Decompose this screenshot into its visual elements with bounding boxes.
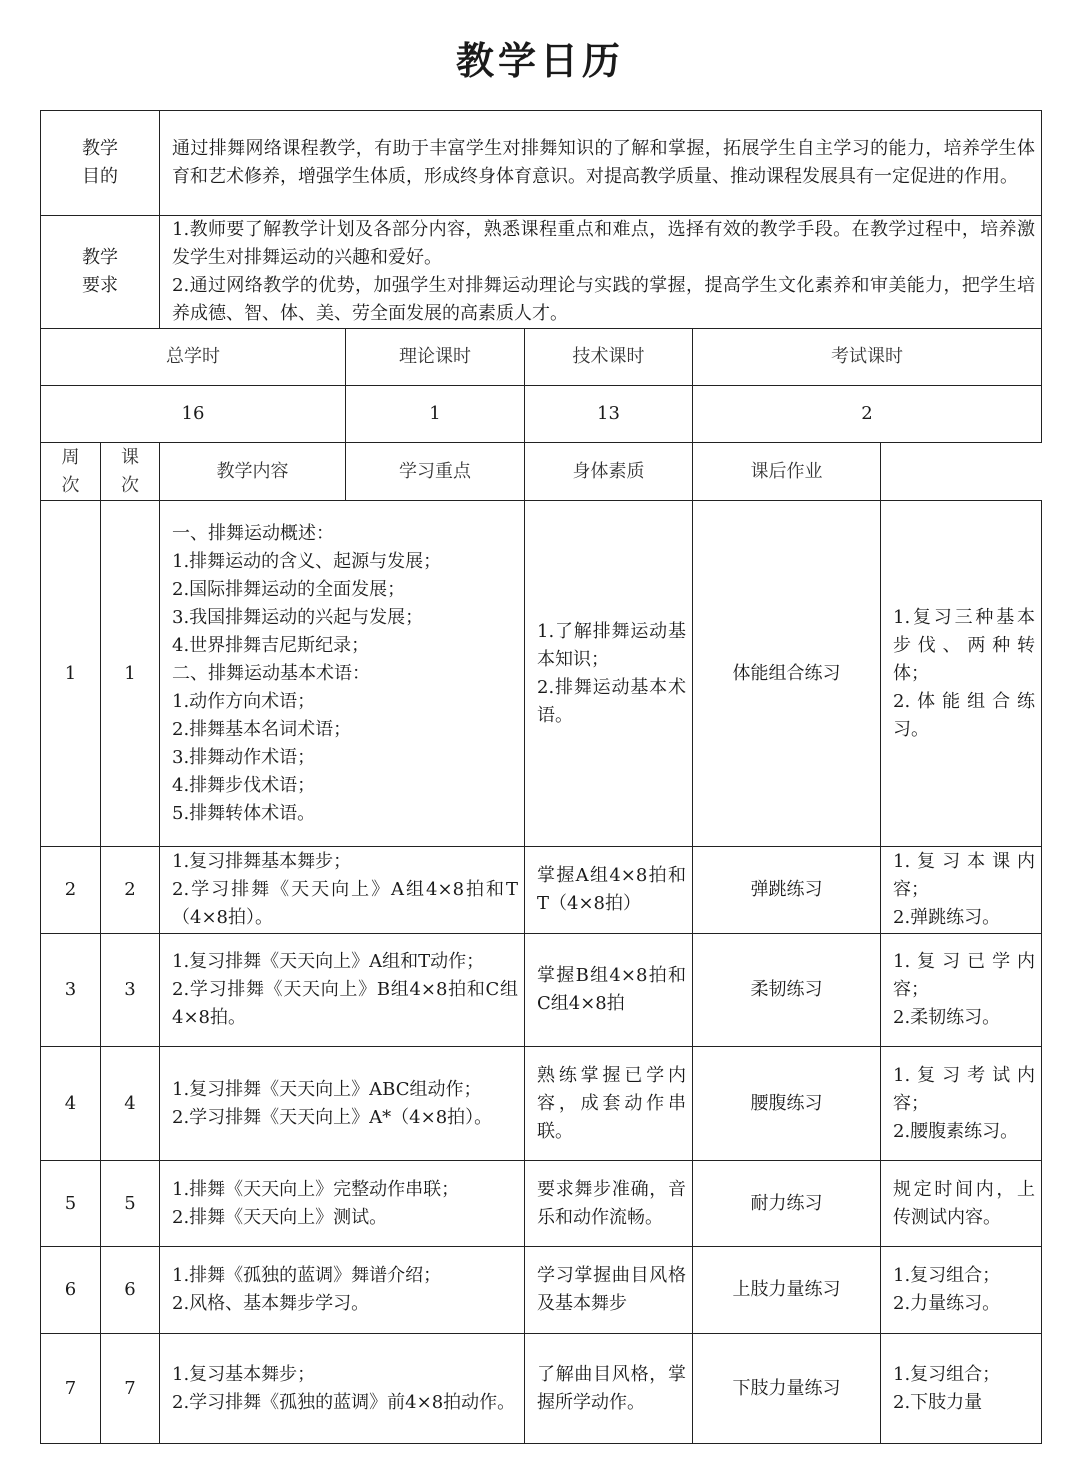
- hours-value-row: [41, 386, 1042, 443]
- focus-header: 学习重点: [346, 443, 525, 501]
- schedule-header-row: [41, 443, 1042, 501]
- homework-line: 规定时间内，上传测试内容。: [893, 1178, 1036, 1228]
- homework-cell: [881, 1161, 1042, 1247]
- content-line: 1.复习排舞《天天向上》A组和T动作；: [172, 951, 485, 972]
- focus-cell: [525, 847, 693, 934]
- week-header: [41, 443, 101, 501]
- focus-line: 了解曲目风格，掌握所学动作。: [537, 1363, 686, 1413]
- content-line: 2.国际排舞运动的全面发展；: [172, 578, 406, 600]
- homework-line: 1.复习组合；: [893, 1363, 1001, 1385]
- content-line: 2.排舞基本名词术语；: [172, 718, 352, 740]
- content-line: 2.学习排舞《天天向上》B组4×8拍和C组4×8拍。: [172, 979, 518, 1028]
- week-cell: 3: [41, 934, 101, 1047]
- content-line: 3.我国排舞运动的兴起与发展；: [172, 606, 424, 628]
- content-cell: [160, 847, 525, 934]
- fitness-cell: 体能组合练习: [693, 501, 881, 847]
- technique-hours-value: 13: [525, 386, 693, 443]
- requirement-line: 2.通过网络教学的优势，加强学生对排舞运动理论与实践的掌握，提高学生文化素养和审美能力，把学生培养成德、智、体、美、劳全面发展的高素质人才。: [172, 275, 1036, 324]
- content-line: 1.排舞《天天向上》完整动作串联；: [172, 1178, 460, 1200]
- content-line: 2.排舞《天天向上》测试。: [172, 1206, 388, 1228]
- objective-row: [41, 111, 1042, 216]
- content-line: 1.排舞运动的含义、起源与发展；: [172, 550, 442, 572]
- page-title: 教学日历: [455, 39, 624, 83]
- homework-line: 2.柔韧练习。: [893, 1007, 1001, 1028]
- homework-cell: [881, 1334, 1042, 1444]
- content-line: 4.世界排舞吉尼斯纪录；: [172, 634, 370, 656]
- content-cell: [160, 1334, 525, 1444]
- objective-label: [41, 111, 160, 216]
- requirement-text: [160, 216, 1042, 329]
- schedule-body: [41, 501, 1042, 1444]
- lesson-cell: 5: [101, 1161, 160, 1247]
- content-line: 1.复习排舞基本舞步；: [172, 851, 352, 872]
- requirement-label: [41, 216, 160, 329]
- exam-hours-value: 2: [693, 386, 1042, 443]
- content-line: 2.风格、基本舞步学习。: [172, 1293, 370, 1314]
- content-cell: [160, 1161, 525, 1247]
- lesson-header-text: 课 次: [121, 446, 139, 496]
- homework-line: 1.复习三种基本步伐、两种转体；: [893, 606, 1036, 684]
- content-line: 1.动作方向术语；: [172, 690, 316, 712]
- content-line: 一、排舞运动概述：: [172, 522, 334, 544]
- technique-hours-header: 技术课时: [525, 329, 693, 386]
- teaching-calendar-table: [40, 110, 1042, 1444]
- focus-line: 2.排舞运动基本术语。: [537, 676, 686, 726]
- fitness-cell: 下肢力量练习: [693, 1334, 881, 1444]
- content-line: 1.复习排舞《天天向上》ABC组动作；: [172, 1078, 482, 1100]
- focus-line: 掌握A组4×8拍和T（4×8拍）: [537, 865, 686, 914]
- homework-line: 1.复习组合；: [893, 1265, 1001, 1286]
- content-line: 5.排舞转体术语。: [172, 802, 316, 824]
- fitness-cell: 腰腹练习: [693, 1047, 881, 1161]
- focus-line: 学习掌握曲目风格及基本舞步: [537, 1265, 686, 1314]
- week-cell: 7: [41, 1334, 101, 1444]
- lesson-cell: 1: [101, 501, 160, 847]
- focus-line: 掌握B组4×8拍和C组4×8拍: [537, 965, 686, 1014]
- objective-text: 通过排舞网络课程教学，有助于丰富学生对排舞知识的了解和掌握，拓展学生自主学习的能力，培养学生体育和艺术修养，增强学生体质，形成终身体育意识。对提高教学质量、推动课程发展具有一定促进的作用。: [160, 111, 1042, 216]
- homework-line: 2.下肢力量: [893, 1391, 983, 1413]
- lesson-cell: 2: [101, 847, 160, 934]
- content-cell: [160, 1047, 525, 1161]
- content-header: 教学内容: [160, 443, 346, 501]
- homework-cell: [881, 501, 1042, 847]
- week-cell: 6: [41, 1247, 101, 1334]
- homework-line: 1.复习本课内容；: [893, 851, 1036, 900]
- total-hours-value: 16: [41, 386, 346, 443]
- schedule-row: [41, 1047, 1042, 1161]
- objective-label-text: 教学 目的: [82, 138, 118, 187]
- homework-line: 2.弹跳练习。: [893, 907, 1001, 928]
- schedule-row: [41, 1161, 1042, 1247]
- week-cell: 1: [41, 501, 101, 847]
- content-line: 二、排舞运动基本术语：: [172, 662, 370, 684]
- content-line: 2.学习排舞《孤独的蓝调》前4×8拍动作。: [172, 1391, 516, 1413]
- fitness-cell: 柔韧练习: [693, 934, 881, 1047]
- focus-line: 1.了解排舞运动基本知识；: [537, 620, 686, 670]
- fitness-cell: 耐力练习: [693, 1161, 881, 1247]
- exam-hours-header: 考试课时: [693, 329, 1042, 386]
- content-line: 2.学习排舞《天天向上》A*（4×8拍）。: [172, 1106, 493, 1128]
- homework-header: 课后作业: [693, 443, 881, 501]
- requirement-label-text: 教学 要求: [82, 247, 118, 296]
- focus-line: 要求舞步准确，音乐和动作流畅。: [537, 1178, 686, 1228]
- schedule-row: [41, 501, 1042, 847]
- requirement-row: [41, 216, 1042, 329]
- content-cell: [160, 501, 525, 847]
- week-header-text: 周 次: [61, 446, 80, 496]
- content-line: 4.排舞步伐术语；: [172, 774, 316, 796]
- requirement-line: 1.教师要了解教学计划及各部分内容，熟悉课程重点和难点，选择有效的教学手段。在教学过程中，培养激发学生对排舞运动的兴趣和爱好。: [172, 219, 1036, 268]
- homework-line: 2.力量练习。: [893, 1293, 1001, 1314]
- schedule-row: [41, 1247, 1042, 1334]
- homework-line: 2.体能组合练习。: [893, 690, 1036, 740]
- schedule-row: [41, 1334, 1042, 1444]
- content-line: 1.排舞《孤独的蓝调》舞谱介绍；: [172, 1265, 442, 1286]
- homework-cell: [881, 1247, 1042, 1334]
- week-cell: 4: [41, 1047, 101, 1161]
- focus-cell: [525, 501, 693, 847]
- fitness-cell: 上肢力量练习: [693, 1247, 881, 1334]
- fitness-cell: 弹跳练习: [693, 847, 881, 934]
- homework-cell: [881, 934, 1042, 1047]
- week-cell: 5: [41, 1161, 101, 1247]
- schedule-row: [41, 847, 1042, 934]
- lesson-cell: 3: [101, 934, 160, 1047]
- fitness-header: 身体素质: [525, 443, 693, 501]
- focus-cell: [525, 1247, 693, 1334]
- theory-hours-value: 1: [346, 386, 525, 443]
- lesson-cell: 4: [101, 1047, 160, 1161]
- homework-cell: [881, 1047, 1042, 1161]
- focus-cell: [525, 1047, 693, 1161]
- focus-line: 熟练掌握已学内容，成套动作串联。: [537, 1064, 686, 1142]
- schedule-row: [41, 934, 1042, 1047]
- focus-cell: [525, 934, 693, 1047]
- total-hours-header: 总学时: [41, 329, 346, 386]
- lesson-header: [101, 443, 160, 501]
- hours-header-row: [41, 329, 1042, 386]
- content-line: 2.学习排舞《天天向上》A组4×8拍和T（4×8拍）。: [172, 879, 518, 928]
- content-cell: [160, 934, 525, 1047]
- homework-cell: [881, 847, 1042, 934]
- lesson-cell: 7: [101, 1334, 160, 1444]
- content-line: 3.排舞动作术语；: [172, 746, 316, 768]
- week-cell: 2: [41, 847, 101, 934]
- focus-cell: [525, 1161, 693, 1247]
- focus-cell: [525, 1334, 693, 1444]
- homework-line: 2.腰腹素练习。: [893, 1120, 1019, 1142]
- content-line: 1.复习基本舞步；: [172, 1363, 316, 1385]
- content-cell: [160, 1247, 525, 1334]
- homework-line: 1.复习考试内容；: [893, 1064, 1036, 1114]
- theory-hours-header: 理论课时: [346, 329, 525, 386]
- lesson-cell: 6: [101, 1247, 160, 1334]
- homework-line: 1.复习已学内容；: [893, 951, 1036, 1000]
